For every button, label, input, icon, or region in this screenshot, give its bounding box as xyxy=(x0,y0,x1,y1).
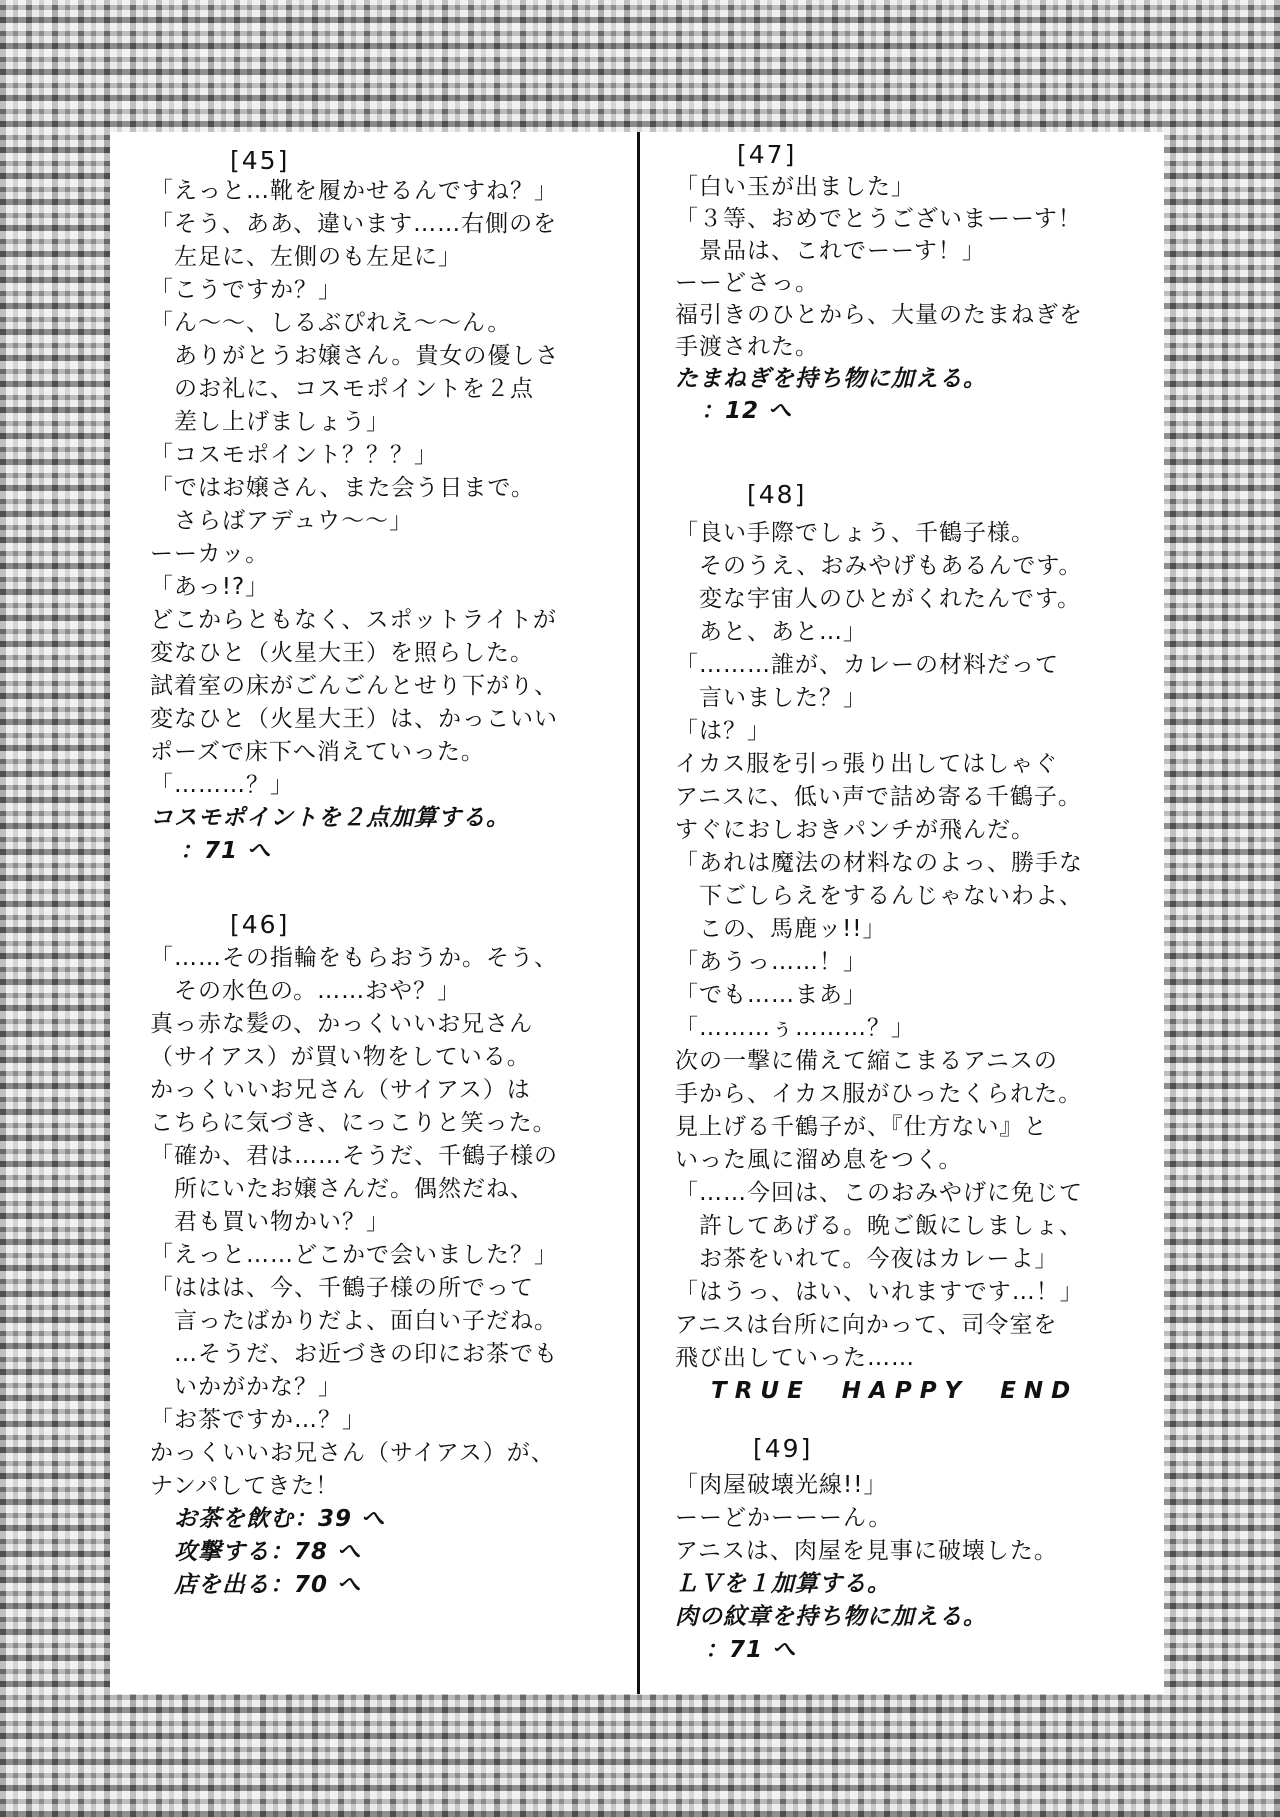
section-heading-49: [49] xyxy=(753,1434,813,1463)
column-divider xyxy=(637,132,640,1694)
ending-text: TRUE HAPPY END xyxy=(711,1378,1079,1404)
section-heading-48: [48] xyxy=(747,480,807,509)
text-line: アニスは、肉屋を見事に破壊した。 xyxy=(675,1538,1058,1564)
text-line: （サイアス）が買い物をしている。 xyxy=(150,1044,531,1070)
text-line: 「あうっ……！」 xyxy=(675,949,867,975)
text-line: 左足に、左側のも左足に」 xyxy=(150,244,462,270)
text-line: 変なひと（火星大王）は、かっこいい xyxy=(150,706,558,732)
text-line: お茶をいれて。今夜はカレーよ」 xyxy=(675,1246,1059,1272)
text-line: 景品は、これでーーす！」 xyxy=(675,238,986,264)
text-line: 「あれは魔法の材料なのよっ、勝手な xyxy=(675,850,1083,876)
text-line: どこからともなく、スポットライトが xyxy=(150,607,557,633)
choice-link: ：12 へ xyxy=(701,398,793,424)
text-line: すぐにおしおきパンチが飛んだ。 xyxy=(675,817,1035,843)
text-line: 「確か、君は……そうだ、千鶴子様の xyxy=(150,1143,558,1169)
text-line: 福引きのひとから、大量のたまねぎを xyxy=(675,302,1083,328)
choice-text: たまねぎを持ち物に加える。 xyxy=(675,366,987,392)
text-line: 「……今回は、このおみやげに免じて xyxy=(675,1180,1083,1206)
document-page xyxy=(110,132,1164,1694)
text-line: あと、あと…」 xyxy=(675,619,867,645)
text-line: 「肉屋破壊光線!!」 xyxy=(675,1472,888,1498)
text-line: ーーどさっ。 xyxy=(675,270,819,296)
choice-text: ＬＶを１加算する。 xyxy=(675,1571,891,1597)
text-line: 「あっ!?」 xyxy=(150,574,270,600)
text-line: 「えっと……どこかで会いました？」 xyxy=(150,1242,558,1268)
text-line: 差し上げましょう」 xyxy=(150,409,390,435)
text-line: 言ったばかりだよ、面白い子だね。 xyxy=(150,1308,558,1334)
text-line: 「お茶ですか…？」 xyxy=(150,1407,366,1433)
text-line: いった風に溜め息をつく。 xyxy=(675,1147,963,1173)
text-line: かっくいいお兄さん（サイアス）は xyxy=(150,1077,531,1103)
text-line: 真っ赤な髪の、かっくいいお兄さん xyxy=(150,1011,534,1037)
text-line: 「はうっ、はい、いれますです…！」 xyxy=(675,1279,1084,1305)
choice-link: 攻撃する：78 へ xyxy=(174,1539,362,1565)
choice-link: 店を出る：70 へ xyxy=(174,1572,362,1598)
text-line: ーーどかーーーん。 xyxy=(675,1505,893,1531)
text-line: 「コスモポイント？？？」 xyxy=(150,442,438,468)
choice-text: コスモポイントを２点加算する。 xyxy=(150,805,510,831)
text-line: 試着室の床がごんごんとせり下がり、 xyxy=(150,673,558,699)
text-line: ナンパしてきた！ xyxy=(150,1473,340,1499)
text-line: 「……その指輪をもらおうか。そう、 xyxy=(150,945,558,971)
text-line: 「は？」 xyxy=(675,718,771,744)
text-line: 所にいたお嬢さんだ。偶然だね、 xyxy=(150,1176,534,1202)
choice-link: ：71 へ xyxy=(705,1637,797,1663)
choice-text: 肉の紋章を持ち物に加える。 xyxy=(675,1604,987,1630)
choice-link: ：71 へ xyxy=(180,838,272,864)
choice-link: お茶を飲む：39 へ xyxy=(174,1506,386,1532)
text-line: 「こうですか？」 xyxy=(150,277,342,303)
text-line: のお礼に、コスモポイントを２点 xyxy=(150,376,534,402)
text-line: 「３等、おめでとうございまーーす！ xyxy=(675,206,1082,232)
text-line: 「そう、ああ、違います……右側のを xyxy=(150,211,558,237)
text-line: アニスは台所に向かって、司令室を xyxy=(675,1312,1058,1338)
section-heading-46: [46] xyxy=(230,910,290,939)
text-line: 手から、イカス服がひったくられた。 xyxy=(675,1081,1083,1107)
text-line: 「………誰が、カレーの材料だって xyxy=(675,652,1059,678)
text-line: かっくいいお兄さん（サイアス）が、 xyxy=(150,1440,555,1466)
text-line: そのうえ、おみやげもあるんです。 xyxy=(675,553,1083,579)
section-heading-47: [47] xyxy=(737,140,797,169)
text-line: こちらに気づき、にっこりと笑った。 xyxy=(150,1110,557,1136)
text-line: 「ん～～、しるぶぴれえ～～ん。 xyxy=(150,310,512,336)
text-line: ありがとうお嬢さん。貴女の優しさ xyxy=(150,343,560,369)
text-line: 言いました？」 xyxy=(675,685,867,711)
text-line: 許してあげる。晩ご飯にしましょ、 xyxy=(675,1213,1083,1239)
text-line: 変なひと（火星大王）を照らした。 xyxy=(150,640,534,666)
section-heading-45: [45] xyxy=(230,146,290,175)
text-line: 「白い玉が出ました」 xyxy=(675,174,915,200)
text-line: 次の一撃に備えて縮こまるアニスの xyxy=(675,1048,1058,1074)
text-line: イカス服を引っ張り出してはしゃぐ xyxy=(675,751,1059,777)
text-line: 見上げる千鶴子が、『仕方ない』と xyxy=(675,1114,1048,1140)
text-line: 「良い手際でしょう、千鶴子様。 xyxy=(675,520,1035,546)
text-line: 「ははは、今、千鶴子様の所でって xyxy=(150,1275,534,1301)
text-line: いかがかな？」 xyxy=(150,1374,342,1400)
text-line: ポーズで床下へ消えていった。 xyxy=(150,739,485,765)
text-line: アニスに、低い声で詰め寄る千鶴子。 xyxy=(675,784,1082,810)
text-line: ーーカッ。 xyxy=(150,541,270,567)
text-line: この、馬鹿ッ!!」 xyxy=(675,916,887,942)
text-line: 手渡された。 xyxy=(675,334,819,360)
text-line: …そうだ、お近づきの印にお茶でも xyxy=(150,1341,558,1367)
text-line: 「ではお嬢さん、また会う日まで。 xyxy=(150,475,535,501)
text-line: 飛び出していった…… xyxy=(675,1345,915,1371)
text-line: 君も買い物かい？」 xyxy=(150,1209,390,1235)
text-line: 「………ぅ………？」 xyxy=(675,1015,915,1041)
text-line: 「でも……まあ」 xyxy=(675,982,867,1008)
text-line: 変な宇宙人のひとがくれたんです。 xyxy=(675,586,1082,612)
text-line: さらばアデュウ～～」 xyxy=(150,508,414,534)
text-line: 「………？」 xyxy=(150,772,294,798)
text-line: 下ごしらえをするんじゃないわよ、 xyxy=(675,883,1083,909)
text-line: 「えっと…靴を履かせるんですね？」 xyxy=(150,178,558,204)
text-line: その水色の。……おや？」 xyxy=(150,978,462,1004)
